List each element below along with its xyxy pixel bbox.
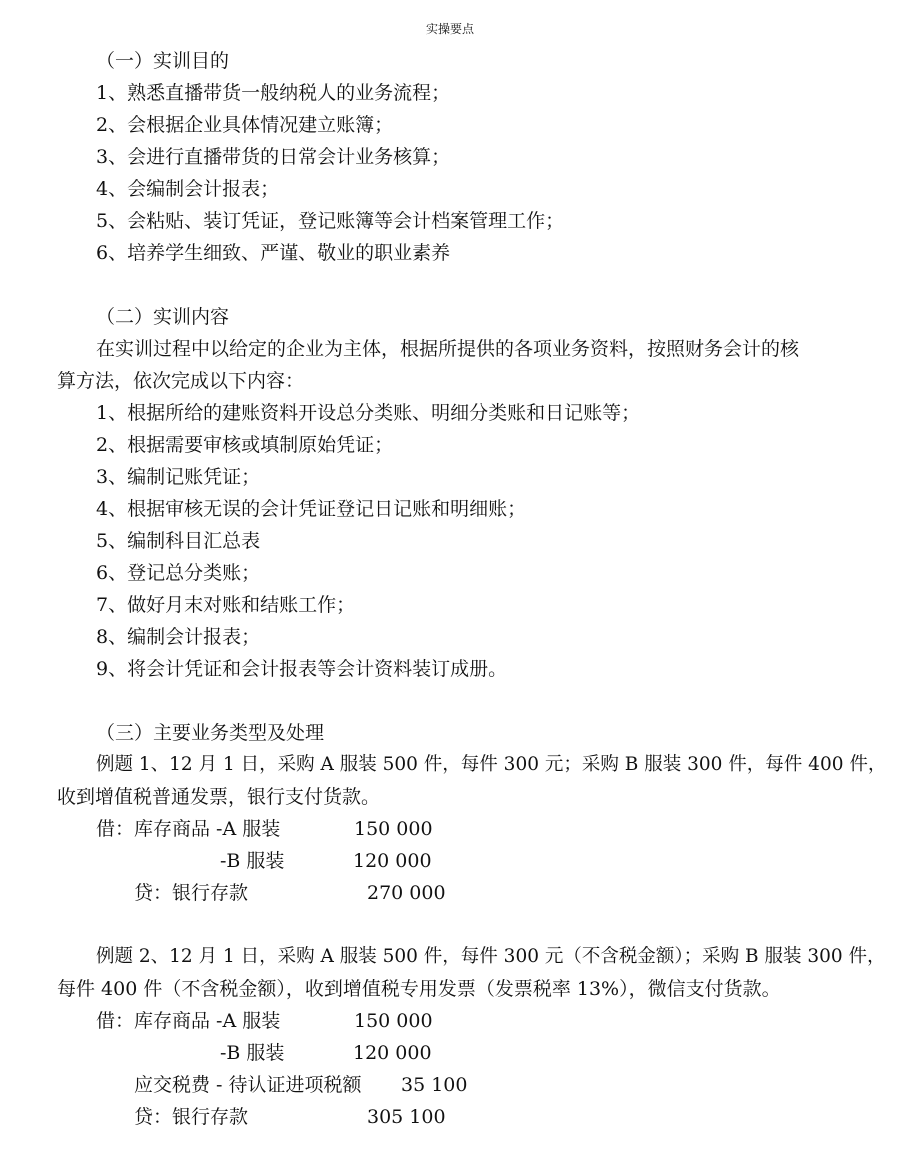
example2-line2: 每件 400 件（不含税金额），收到增值税专用发票（发票税率 13%），微信支付货款。 <box>57 978 781 1000</box>
list-item: 6、登记总分类账； <box>96 562 261 584</box>
list-item: 5、会粘贴、装订凭证，登记账簿等会计档案管理工作； <box>96 210 565 232</box>
section1-heading: （一）实训目的 <box>96 50 230 72</box>
section2-intro-line1: 在实训过程中以给定的企业为主体，根据所提供的各项业务资料，按照财务会计的核 <box>96 338 800 360</box>
list-item: 3、会进行直播带货的日常会计业务核算； <box>96 146 451 168</box>
list-item: 3、编制记账凭证； <box>96 466 261 488</box>
journal-entry-label: -B 服装 <box>220 1042 285 1064</box>
section2-heading: （二）实训内容 <box>96 306 230 328</box>
example2-line1: 例题 2、12 月 1 日，采购 A 服装 500 件，每件 300 元（不含税金额）；采购 B 服装 300 件， <box>96 946 886 967</box>
list-item: 7、做好月末对账和结账工作； <box>96 594 356 616</box>
journal-entry-label: 借：库存商品 -A 服装 <box>96 818 281 840</box>
journal-entry-label: 贷：银行存款 <box>134 1106 249 1128</box>
list-item: 4、会编制会计报表； <box>96 178 280 200</box>
list-item: 6、培养学生细致、严谨、敬业的职业素养 <box>96 242 451 264</box>
example1-line1: 例题 1、12 月 1 日，采购 A 服装 500 件，每件 300 元；采购 B 服装 300 件，每件 400 件， <box>96 754 887 775</box>
journal-entry-amount: 120 000 <box>353 1042 432 1064</box>
journal-entry-label: 应交税费 - 待认证进项税额 <box>134 1074 362 1096</box>
section2-intro-line2: 算方法，依次完成以下内容： <box>57 370 305 392</box>
page-title: 实操要点 <box>425 22 474 36</box>
section3-heading: （三）主要业务类型及处理 <box>96 722 325 744</box>
journal-entry-amount: 120 000 <box>353 850 432 872</box>
journal-entry-amount: 150 000 <box>354 1010 433 1032</box>
journal-entry-amount: 150 000 <box>354 818 433 840</box>
list-item: 1、熟悉直播带货一般纳税人的业务流程； <box>96 82 451 104</box>
list-item: 1、根据所给的建账资料开设总分类账、明细分类账和日记账等； <box>96 402 641 424</box>
list-item: 5、编制科目汇总表 <box>96 530 261 552</box>
journal-entry-label: 借：库存商品 -A 服装 <box>96 1010 281 1032</box>
journal-entry-label: 贷：银行存款 <box>134 882 249 904</box>
list-item: 2、会根据企业具体情况建立账簿； <box>96 114 394 136</box>
list-item: 9、将会计凭证和会计报表等会计资料装订成册。 <box>96 658 508 680</box>
journal-entry-amount: 35 100 <box>401 1074 468 1096</box>
list-item: 4、根据审核无误的会计凭证登记日记账和明细账； <box>96 498 527 520</box>
journal-entry-amount: 270 000 <box>367 882 446 904</box>
list-item: 2、根据需要审核或填制原始凭证； <box>96 434 394 456</box>
example1-line2: 收到增值税普通发票，银行支付货款。 <box>57 786 381 808</box>
journal-entry-label: -B 服装 <box>220 850 285 872</box>
journal-entry-amount: 305 100 <box>367 1106 446 1128</box>
list-item: 8、编制会计报表； <box>96 626 261 648</box>
